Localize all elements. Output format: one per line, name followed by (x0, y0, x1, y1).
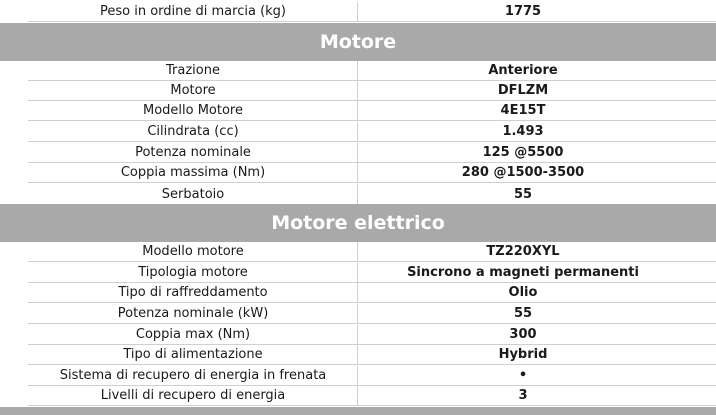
row-label: Motore (170, 83, 216, 98)
row-value: 55 (513, 186, 533, 202)
table-row (28, 263, 716, 283)
table-row (28, 386, 716, 406)
row-label: Livelli di recupero di energia (100, 388, 286, 403)
row-value: 1775 (504, 4, 542, 19)
row-label: Modello motore (142, 244, 244, 259)
table-row (28, 101, 716, 121)
row-label: Coppia massima (Nm) (120, 165, 266, 180)
row-value: 125 @5500 (482, 145, 564, 160)
row-label: Modello Motore (142, 103, 243, 118)
row-value: TZ220XYL (486, 244, 560, 259)
row-value: Hybrid (498, 347, 548, 362)
row-label: Serbatoio (161, 186, 225, 202)
row-value: 55 (513, 306, 533, 321)
table-row (28, 366, 716, 386)
row-label: Tipo di raffreddamento (118, 285, 268, 300)
row-value: Olio (508, 285, 538, 300)
table-row (28, 242, 716, 262)
table-row-peso (28, 2, 716, 22)
table-row (28, 81, 716, 101)
row-label: Peso in ordine di marcia (kg) (100, 4, 286, 19)
row-label: Coppia max (Nm) (135, 327, 251, 342)
table-row (28, 304, 716, 324)
next-section-header-strip (0, 407, 716, 415)
table-row (28, 345, 716, 365)
row-value: 300 (509, 327, 537, 342)
row-label: Cilindrata (cc) (147, 124, 239, 139)
table-row (28, 184, 716, 204)
row-label: Tipo di alimentazione (123, 347, 263, 362)
row-value: Anteriore (488, 63, 558, 78)
row-value: 1.493 (502, 124, 544, 139)
row-label: Trazione (166, 63, 220, 78)
row-label: Potenza nominale (135, 145, 251, 160)
table-row (28, 325, 716, 345)
row-value: • (518, 368, 528, 383)
row-value: 3 (518, 388, 528, 403)
row-label: Sistema di recupero di energia in frenata (59, 368, 327, 383)
section-header-motore: Motore (0, 23, 716, 61)
table-row (28, 163, 716, 183)
row-value: Sincrono a magneti permanenti (407, 265, 639, 280)
row-value: 280 @1500-3500 (461, 165, 585, 180)
table-row (28, 61, 716, 81)
row-label: Tipologia motore (138, 265, 248, 280)
table-row (28, 143, 716, 163)
row-value: DFLZM (497, 83, 549, 98)
table-row (28, 283, 716, 303)
row-value: 4E15T (500, 103, 546, 118)
row-label: Potenza nominale (kW) (117, 306, 269, 321)
table-row (28, 122, 716, 142)
section-header-motore-elettrico: Motore elettrico (0, 204, 716, 242)
